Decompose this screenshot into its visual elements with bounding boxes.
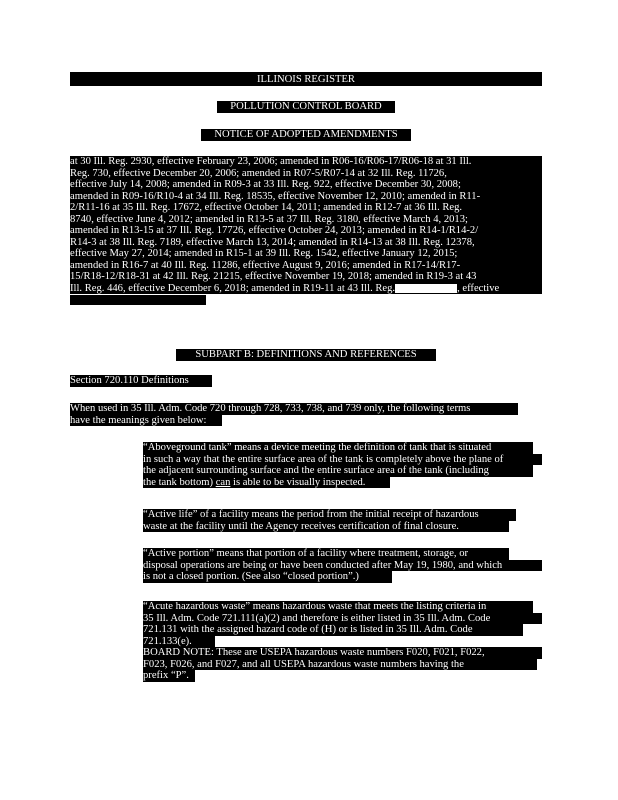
board-note-line: prefix “P”. xyxy=(143,670,195,682)
register-title: ILLINOIS REGISTER xyxy=(70,74,542,86)
definition-line: “Active portion” means that portion of a facility where treatment, storage, or xyxy=(143,548,509,560)
intro-line: have the meanings given below: xyxy=(70,415,222,427)
history-continuation-bar xyxy=(70,295,206,305)
history-line: amended in R09-16/R10-4 at 34 Ill. Reg. 18535, effective November 12, 2010; amended in R11- xyxy=(70,191,542,203)
notice-title: NOTICE OF ADOPTED AMENDMENTS xyxy=(201,129,411,141)
definition-line: “Active life” of a facility means the period from the initial receipt of hazardous xyxy=(143,509,516,521)
history-line: 15/R18-12/R18-31 at 42 Ill. Reg. 21215, effective November 19, 2018; amended in R19-3 at 43 xyxy=(70,271,542,283)
stricken-word: can xyxy=(215,476,231,488)
section-heading: Section 720.110 Definitions xyxy=(70,375,212,387)
definition-line: in such a way that the entire surface area of the tank is completely above the plane of xyxy=(143,454,542,466)
history-line: 8740, effective June 4, 2012; amended in R13-5 at 37 Ill. Reg. 3180, effective March 4, 2013; xyxy=(70,214,542,226)
history-line: effective July 14, 2008; amended in R09-3 at 33 Ill. Reg. 922, effective December 30, 2008; xyxy=(70,179,542,191)
subpart-heading: SUBPART B: DEFINITIONS AND REFERENCES xyxy=(176,349,436,361)
definition-line: 721.133(e). xyxy=(143,636,215,648)
history-line: 2/R11-16 at 35 Ill. Reg. 17672, effective October 14, 2011; amended in R12-7 at 36 Ill. Reg. xyxy=(70,202,542,214)
history-line: at 30 Ill. Reg. 2930, effective February 23, 2006; amended in R06-16/R06-17/R06-18 at 31 Ill. xyxy=(70,156,542,168)
definition-line: disposal operations are being or have been conducted after May 19, 1980, and which xyxy=(143,560,542,572)
history-line: R14-3 at 38 Ill. Reg. 7189, effective March 13, 2014; amended in R14-13 at 38 Ill. Reg. 12378, xyxy=(70,237,542,249)
history-line: amended in R16-7 at 40 Ill. Reg. 11286, effective August 9, 2016; amended in R17-14/R17- xyxy=(70,260,542,272)
history-line: effective May 27, 2014; amended in R15-1 at 39 Ill. Reg. 1542, effective January 12, 2015; xyxy=(70,248,542,260)
intro-line: When used in 35 Ill. Adm. Code 720 through 728, 733, 738, and 739 only, the following terms xyxy=(70,403,518,415)
definition-line: “Acute hazardous waste” means hazardous waste that meets the listing criteria in xyxy=(143,601,533,613)
definition-line: is not a closed portion. (See also “closed portion”.) xyxy=(143,571,392,583)
definition-line: waste at the facility until the Agency receives certification of final closure. xyxy=(143,521,509,533)
history-line-last xyxy=(70,283,542,295)
header-bottom-rule xyxy=(70,85,542,86)
definition-tail: is able to be visually inspected. xyxy=(233,476,366,488)
board-title: POLLUTION CONTROL BOARD xyxy=(217,101,395,113)
definition-line-last xyxy=(143,477,390,489)
definition-line: 721.131 with the assigned hazard code of (H) or is listed in 35 Ill. Adm. Code xyxy=(143,624,523,636)
definition-line: 35 Ill. Adm. Code 721.111(a)(2) and therefore is either listed in 35 Ill. Adm. Code xyxy=(143,613,542,625)
history-line: Reg. 730, effective December 20, 2006; amended in R07-5/R07-14 at 32 Ill. Reg. 11726, xyxy=(70,168,542,180)
board-note-line: F023, F026, and F027, and all USEPA hazardous waste numbers having the xyxy=(143,659,537,671)
definition-line: the adjacent surrounding surface and the entire surface area of the tank (including xyxy=(143,465,533,477)
definition-line: “Aboveground tank” means a device meeting the definition of tank that is situated xyxy=(143,442,533,454)
board-note-line: BOARD NOTE: These are USEPA hazardous waste numbers F020, F021, F022, xyxy=(143,647,542,659)
history-line-text: Ill. Reg. 446, effective December 6, 2018; amended in R19-11 at 43 Ill. Reg. xyxy=(70,282,396,294)
history-line: amended in R13-15 at 37 Ill. Reg. 17726, effective October 24, 2013; amended in R14-1/R14-2/ xyxy=(70,225,542,237)
history-tail: , effective xyxy=(457,282,500,294)
blank-citation-field xyxy=(395,284,457,293)
definition-text: the tank bottom) xyxy=(143,476,214,488)
